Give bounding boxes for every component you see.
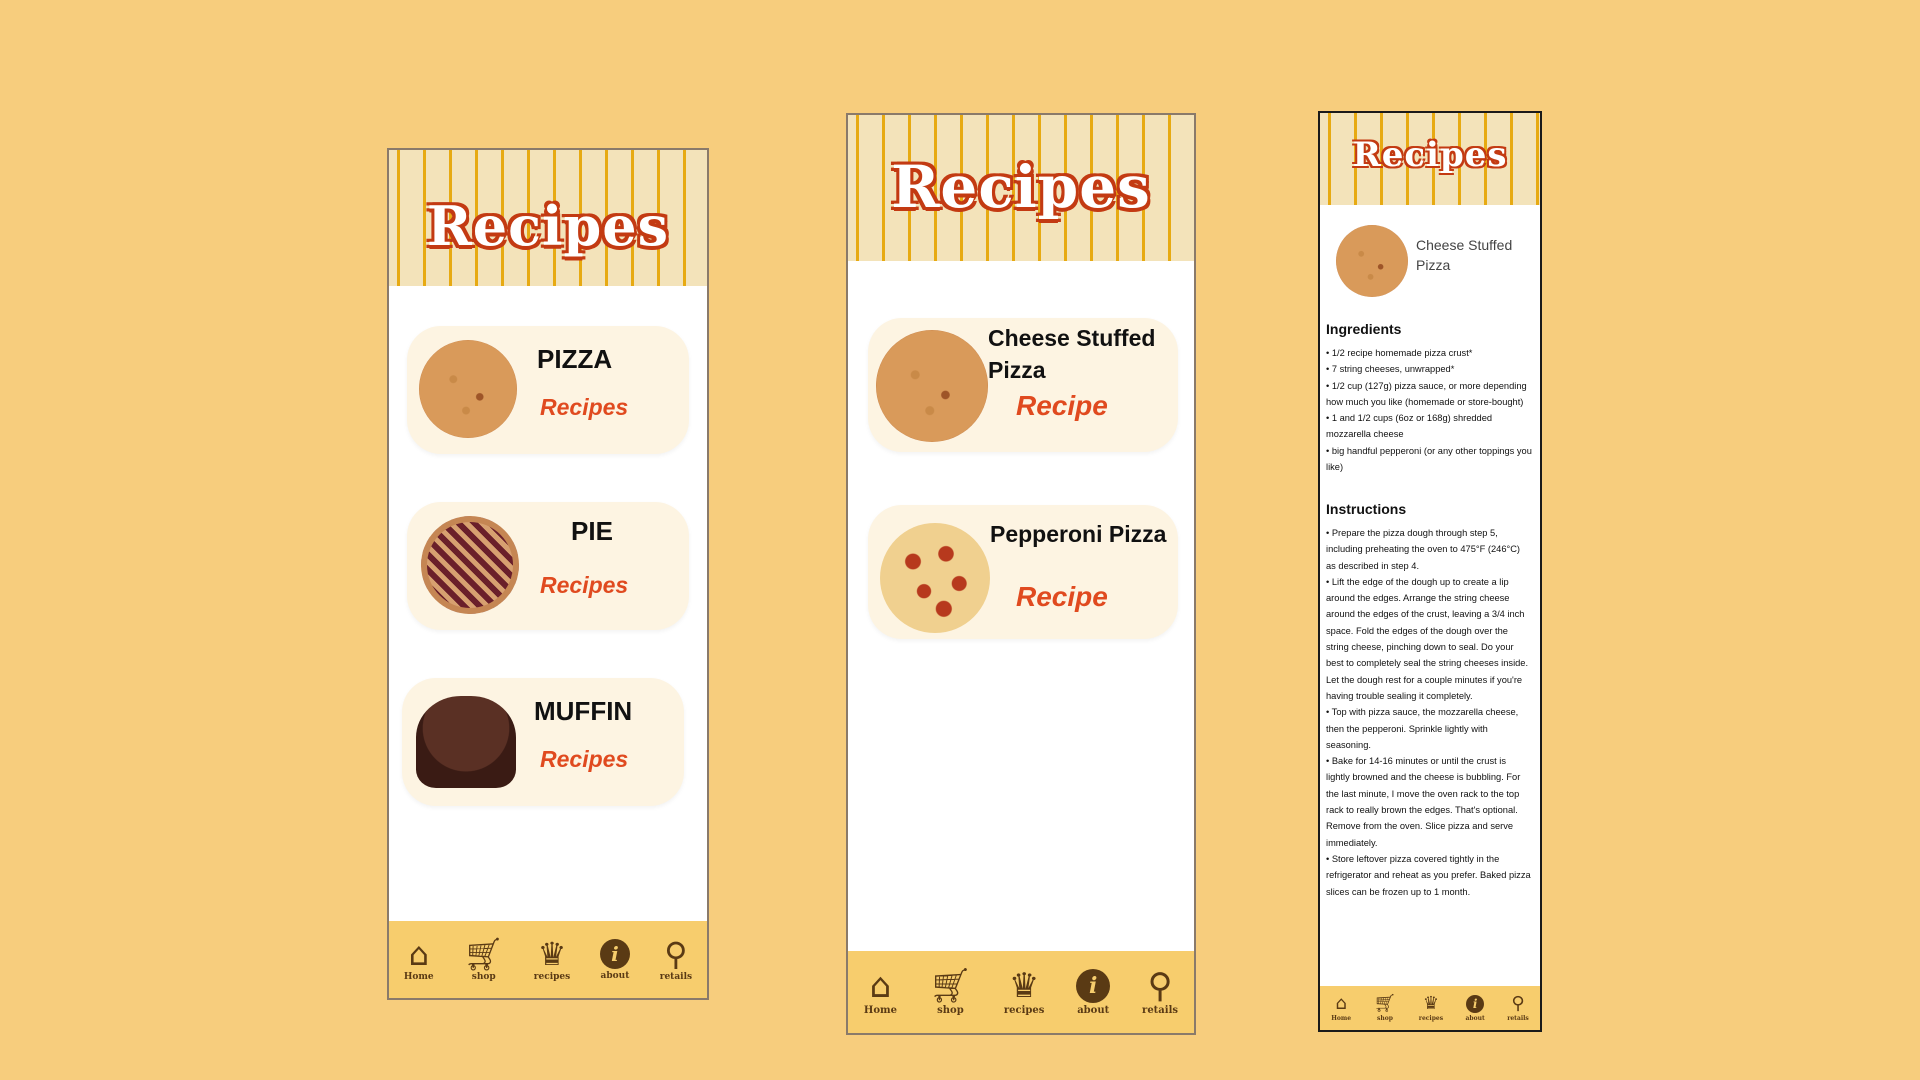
recipe-card-cheese-stuffed[interactable] — [868, 318, 1178, 452]
chef-hat-icon: ♛ — [1422, 992, 1440, 1014]
nav-home[interactable]: ⌂ Home — [863, 965, 897, 1016]
category-card-muffin[interactable] — [402, 678, 684, 806]
wheat-banner — [1320, 113, 1540, 205]
nav-about[interactable]: i about — [1465, 996, 1485, 1022]
shopping-cart-icon: 🛒︎ — [463, 934, 505, 973]
shopping-cart-icon: 🛒︎ — [1373, 992, 1397, 1014]
shopping-cart-icon: 🛒︎ — [928, 965, 972, 1006]
list-item: • Store leftover pizza covered tightly in the refrigerator and reheat as you prefer. Baked pizza slices can be frozen up to 1 month. — [1326, 853, 1531, 897]
location-pin-icon: ⚲ — [1147, 965, 1173, 1006]
info-icon: i — [600, 939, 630, 969]
list-item: • 1/2 recipe homemade pizza crust* — [1326, 348, 1473, 358]
nav-about[interactable]: i about — [600, 939, 630, 981]
recipe-title: Pepperoni Pizza — [990, 521, 1167, 547]
info-icon: i — [1466, 995, 1484, 1013]
muffin-image — [416, 696, 516, 788]
category-title: PIZZA — [537, 344, 613, 374]
category-title: MUFFIN — [534, 696, 633, 726]
nav-recipes[interactable]: ♛ recipes — [1418, 992, 1444, 1022]
nav-home[interactable]: ⌂ Home — [403, 934, 434, 982]
recipes-link[interactable]: Recipes — [540, 572, 629, 598]
nav-shop[interactable]: 🛒︎ shop — [463, 934, 505, 982]
location-pin-icon: ⚲ — [664, 934, 688, 973]
bottom-nav — [848, 951, 1194, 1033]
page-title: Recipes — [1352, 135, 1508, 175]
pie-image — [421, 516, 519, 614]
home-icon: ⌂ — [408, 934, 429, 973]
wheat-banner — [848, 115, 1194, 261]
nav-shop[interactable]: 🛒︎ shop — [928, 965, 972, 1016]
home-icon: ⌂ — [1335, 992, 1347, 1014]
page-title: Recipes — [426, 194, 670, 258]
recipes-category-screen — [387, 148, 709, 1000]
recipe-detail-screen — [1318, 111, 1542, 1032]
instructions-list — [1326, 525, 1532, 900]
list-item: • Top with pizza sauce, the mozzarella cheese, then the pepperoni. Sprinkle lightly with seasoning. — [1326, 707, 1519, 750]
info-icon: i — [1076, 969, 1110, 1003]
nav-shop[interactable]: 🛒︎ shop — [1373, 992, 1397, 1022]
nav-recipes[interactable]: ♛ recipes — [1003, 965, 1045, 1016]
recipe-link[interactable]: Recipe — [1016, 581, 1108, 612]
recipe-name: Cheese Stuffed Pizza — [1416, 237, 1513, 274]
nav-retails[interactable]: ⚲ retails — [1507, 992, 1529, 1022]
category-card-pizza[interactable] — [407, 326, 689, 454]
chef-hat-icon: ♛ — [1008, 965, 1040, 1006]
list-item: • 7 string cheeses, unwrapped* — [1326, 364, 1455, 375]
instructions-heading: Instructions — [1326, 501, 1407, 517]
list-item: • 1 and 1/2 cups (6oz or 168g) shredded mozzarella cheese — [1326, 413, 1493, 440]
pizza-image — [419, 340, 517, 438]
page-title: Recipes — [891, 153, 1151, 221]
list-item: • Bake for 14-16 minutes or until the crust is lightly browned and the cheese is bubbling. For the last minute, I move the oven rack to the top rack to really brown the edges. That's optional. Remove from the oven. Slice pizza and serve immediately. — [1326, 756, 1521, 848]
nav-about[interactable]: i about — [1076, 969, 1110, 1016]
home-icon: ⌂ — [869, 965, 892, 1006]
cheese-pizza-image — [876, 330, 988, 442]
recipes-link[interactable]: Recipes — [540, 746, 629, 772]
recipe-header — [1336, 225, 1526, 305]
list-item: • 1/2 cup (127g) pizza sauce, or more depending how much you like (homemade or store-bought) — [1326, 380, 1527, 407]
category-card-pie[interactable] — [407, 502, 689, 630]
cheese-pizza-image — [1336, 225, 1408, 297]
recipe-card-pepperoni[interactable] — [868, 505, 1178, 639]
pizza-recipes-screen — [846, 113, 1196, 1035]
nav-home[interactable]: ⌂ Home — [1331, 992, 1352, 1022]
nav-recipes[interactable]: ♛ recipes — [533, 934, 571, 982]
nav-retails[interactable]: ⚲ retails — [659, 934, 693, 982]
list-item: • Prepare the pizza dough through step 5, including preheating the oven to 475°F (246°C) as described in step 4. — [1326, 528, 1521, 571]
pepperoni-pizza-image — [880, 523, 990, 633]
nav-retails[interactable]: ⚲ retails — [1142, 965, 1179, 1016]
location-pin-icon: ⚲ — [1511, 992, 1525, 1014]
bottom-nav — [1320, 986, 1540, 1030]
bottom-nav — [389, 921, 707, 998]
recipe-title: Cheese Stuffed Pizza — [988, 325, 1156, 383]
category-title: PIE — [571, 516, 613, 546]
recipes-link[interactable]: Recipes — [540, 394, 629, 420]
chef-hat-icon: ♛ — [537, 934, 567, 973]
list-item: • Lift the edge of the dough up to create a lip around the edges. Arrange the string cheese around the edges of the crust, leaving a 3/4 inch space. Fold the edges of the dough over the string cheese, pinching down to seal. Do your best to completely seal the string cheeses inside. Let the dough rest for a couple minutes if you're having trouble sealing it completely. — [1326, 576, 1529, 701]
ingredients-list — [1326, 345, 1532, 475]
list-item: • big handful pepperoni (or any other toppings you like) — [1326, 445, 1532, 473]
recipe-link[interactable]: Recipe — [1016, 390, 1108, 421]
ingredients-heading: Ingredients — [1326, 321, 1402, 337]
wheat-banner — [389, 150, 707, 286]
